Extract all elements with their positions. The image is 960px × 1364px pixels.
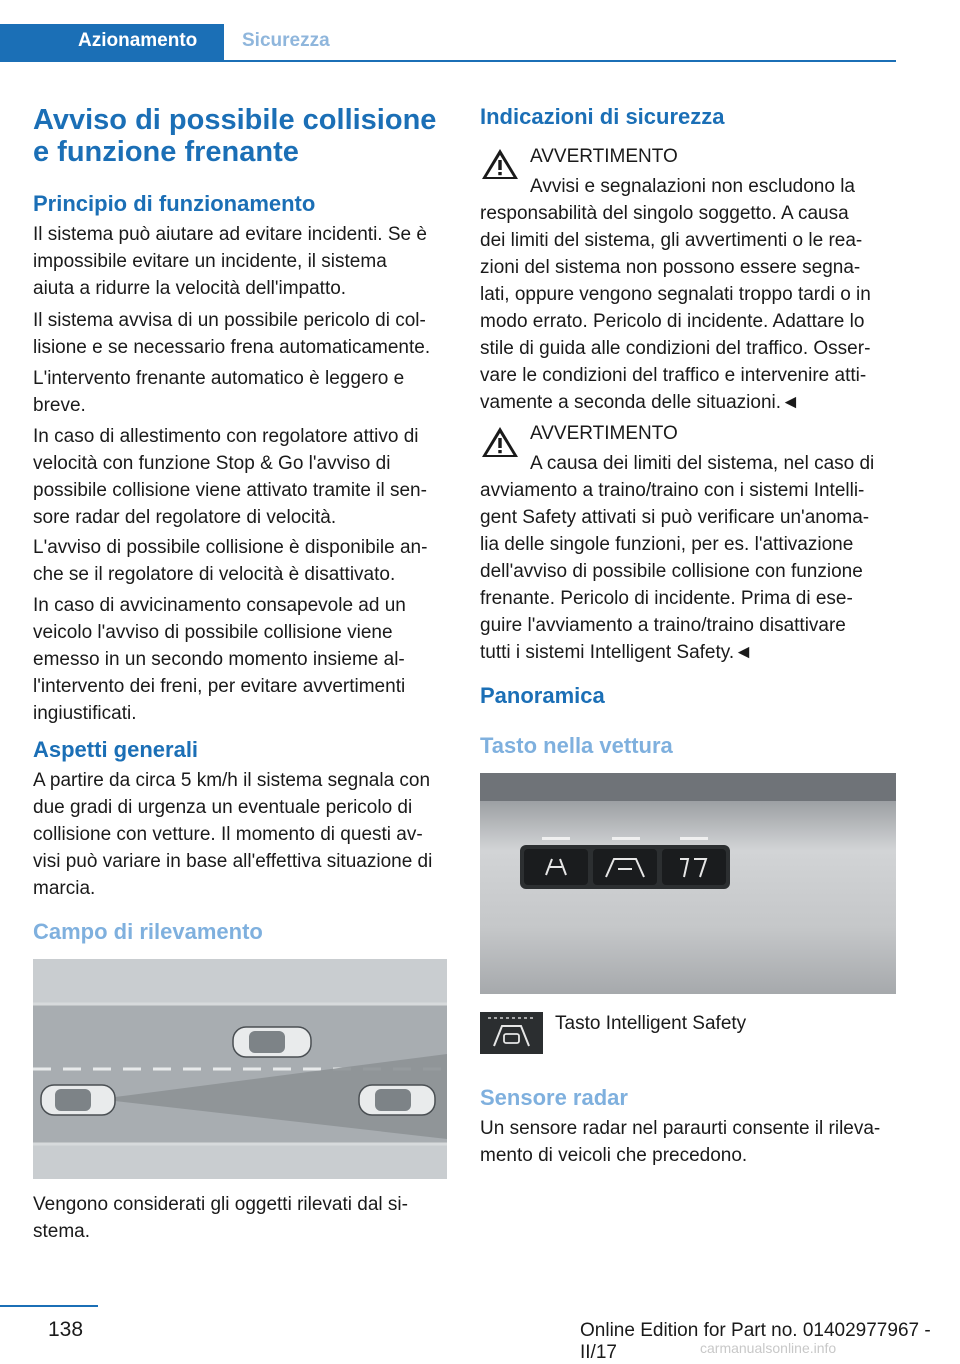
warning1-label: AVVERTIMENTO <box>530 146 678 167</box>
general-line: due gradi di urgenza un eventuale pericolo di <box>33 797 413 818</box>
paragraph-line: emesso in un secondo momento insieme al‐ <box>33 649 405 670</box>
radar-line: mento di veicoli che precedono. <box>480 1145 748 1166</box>
warning2-line: tutti i sistemi Intelligent Safety.◄ <box>480 642 753 663</box>
car-ego <box>41 1085 115 1115</box>
detection-caption-line: Vengono considerati gli oggetti rilevati dal si‐ <box>33 1194 408 1215</box>
warning1-line: modo errato. Pericolo di incidente. Adattare lo <box>480 311 865 332</box>
principle-line: Il sistema può aiutare ad evitare incidenti. Se è <box>33 224 427 245</box>
paragraph-line: In caso di avvicinamento consapevole ad un <box>33 595 406 616</box>
warning2-line: guire l'avviamento a traino/traino disattivare <box>480 615 846 636</box>
principle-line: aiuta a ridurre la velocità dell'impatto. <box>33 278 347 299</box>
paragraph-line: Il sistema avvisa di un possibile pericolo di col‐ <box>33 310 426 331</box>
paragraph-line: possibile collisione viene attivato tramite il sen‐ <box>33 480 427 501</box>
section-title-line2: e funzione frenante <box>33 136 299 168</box>
warning2-line: avviamento a traino/traino con i sistemi Intelli‐ <box>480 480 865 501</box>
paragraph-line: In caso di allestimento con regolatore attivo di <box>33 426 419 447</box>
car-ahead <box>359 1085 435 1115</box>
overview-heading: Panoramica <box>480 683 605 708</box>
warning-triangle-icon <box>480 146 520 182</box>
detection-caption-line: stema. <box>33 1221 91 1242</box>
warning1-line: stile di guida alle condizioni del traffico. Osser‐ <box>480 338 871 359</box>
footer-divider <box>0 1305 98 1307</box>
detection-range-illustration <box>33 959 447 1179</box>
tab-azionamento-label: Azionamento <box>78 30 198 51</box>
paragraph-line: ingiustificati. <box>33 703 137 724</box>
paragraph-line: lisione e se necessario frena automaticamente. <box>33 337 431 358</box>
page-number: 138 <box>48 1318 84 1341</box>
watermark: carmanualsonline.info <box>700 1340 837 1356</box>
general-line: collisione con vetture. Il momento di questi av‐ <box>33 824 423 845</box>
warning2-label: AVVERTIMENTO <box>530 423 678 444</box>
warning1-line: lati, oppure vengono segnalati troppo tardi o in <box>480 284 871 305</box>
general-line: marcia. <box>33 878 96 899</box>
warning1-line: zioni del sistema non possono essere segna‐ <box>480 257 861 278</box>
detection-range-figure <box>33 959 447 1179</box>
warning2-line: gent Safety attivati si può verificare un'anoma‐ <box>480 507 870 528</box>
radar-line: Un sensore radar nel paraurti consente il rileva‐ <box>480 1118 881 1139</box>
warning2-line: frenante. Pericolo di incidente. Prima di ese‐ <box>480 588 853 609</box>
warning1-line: Avvisi e segnalazioni non escludono la <box>530 176 855 197</box>
detection-heading: Campo di rilevamento <box>33 919 263 944</box>
safety-heading: Indicazioni di sicurezza <box>480 104 725 129</box>
warning2-line: A causa dei limiti del sistema, nel caso di <box>530 453 875 474</box>
paragraph-line: velocità con funzione Stop & Go l'avviso di <box>33 453 391 474</box>
paragraph-line: L'intervento frenante automatico è leggero e <box>33 368 405 389</box>
warning1-line: responsabilità del singolo soggetto. A causa <box>480 203 849 224</box>
edition-text: Online Edition for Part no. 01402977967 - II/17 <box>580 1320 931 1363</box>
warning1-line: dei limiti del sistema, gli avvertimenti o le rea‐ <box>480 230 863 251</box>
principle-heading: Principio di funzionamento <box>33 191 316 216</box>
warning1-line: vamente a seconda delle situazioni.◄ <box>480 392 800 413</box>
general-heading: Aspetti generali <box>33 737 199 762</box>
button-panel-illustration <box>480 773 896 994</box>
warning2-line: lia delle singole funzioni, per es. l'attivazione <box>480 534 854 555</box>
paragraph-line: che se il regolatore di velocità è disattivato. <box>33 564 396 585</box>
paragraph-line: veicolo l'avviso di possibile collisione viene <box>33 622 393 643</box>
tab-azionamento[interactable] <box>0 24 224 62</box>
warning1-line: vare le condizioni del traffico e intervenire atti‐ <box>480 365 867 386</box>
general-line: visi può variare in base all'effettiva situazione di <box>33 851 433 872</box>
header-divider <box>224 60 896 62</box>
tab-sicurezza[interactable]: Sicurezza <box>242 30 330 51</box>
paragraph-line: breve. <box>33 395 86 416</box>
warning2-line: dell'avviso di possibile collisione con funzione <box>480 561 863 582</box>
button-panel-photo <box>480 773 896 994</box>
principle-line: impossibile evitare un incidente, il sistema <box>33 251 387 272</box>
radar-heading: Sensore radar <box>480 1085 628 1110</box>
button-heading: Tasto nella vettura <box>480 733 673 758</box>
button-right <box>662 849 726 885</box>
section-title-line1: Avviso di possibile collisione <box>33 104 437 136</box>
warning-triangle-icon <box>480 424 520 460</box>
button-caption: Tasto Intelligent Safety <box>555 1013 747 1034</box>
general-line: A partire da circa 5 km/h il sistema segnala con <box>33 770 431 791</box>
intelligent-safety-button-icon <box>480 1012 543 1054</box>
paragraph-line: sore radar del regolatore di velocità. <box>33 507 337 528</box>
paragraph-line: L'avviso di possibile collisione è disponibile an‐ <box>33 537 428 558</box>
car-front <box>233 1027 311 1057</box>
button-intelligent-safety <box>593 849 657 885</box>
paragraph-line: l'intervento dei freni, per evitare avvertimenti <box>33 676 406 697</box>
